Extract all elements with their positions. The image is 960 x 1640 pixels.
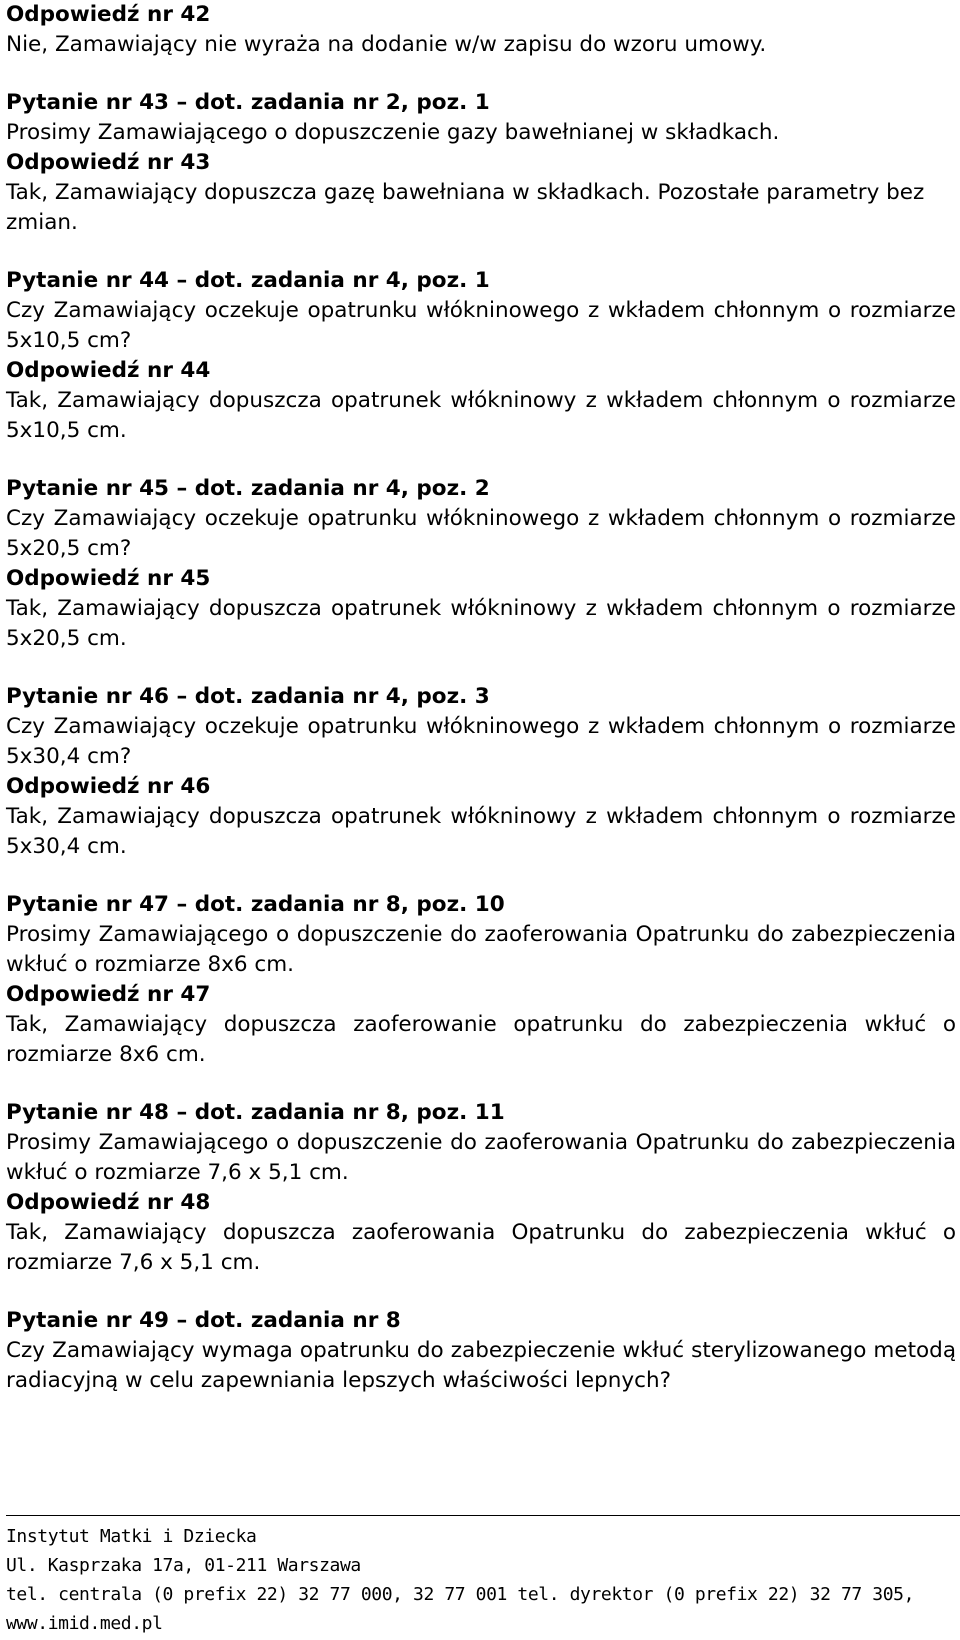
answer-heading: Odpowiedź nr 46 xyxy=(6,774,211,799)
answer-text: Tak, Zamawiający dopuszcza opatrunek włókninowy z wkładem chłonnym o rozmiarze 5x20,5 cm. xyxy=(6,596,956,651)
answer-text: Tak, Zamawiający dopuszcza opatrunek włókninowy z wkładem chłonnym o rozmiarze 5x30,4 cm. xyxy=(6,804,956,859)
answer-text: Tak, Zamawiający dopuszcza zaoferowania Opatrunku do zabezpieczenia wkłuć o rozmiarze 7,6 x 5,1 cm. xyxy=(6,1220,956,1275)
spacer xyxy=(6,1278,956,1306)
footer-institution: Instytut Matki i Dziecka xyxy=(6,1526,257,1547)
spacer xyxy=(6,654,956,682)
question-heading: Pytanie nr 44 – dot. zadania nr 4, poz. 1 xyxy=(6,268,490,293)
question-heading: Pytanie nr 49 – dot. zadania nr 8 xyxy=(6,1308,401,1333)
question-text: Prosimy Zamawiającego o dopuszczenie gazy bawełnianej w składkach. xyxy=(6,120,780,145)
question-heading: Pytanie nr 45 – dot. zadania nr 4, poz. 2 xyxy=(6,476,490,501)
answer-text: Nie, Zamawiający nie wyraża na dodanie w/w zapisu do wzoru umowy. xyxy=(6,32,767,57)
spacer xyxy=(6,446,956,474)
answer-text: Tak, Zamawiający dopuszcza zaoferowanie opatrunku do zabezpieczenia wkłuć o rozmiarze 8x6 cm. xyxy=(6,1012,956,1067)
spacer xyxy=(6,862,956,890)
page-footer xyxy=(6,1515,960,1638)
footer-address: Ul. Kasprzaka 17a, 01-211 Warszawa xyxy=(6,1555,361,1576)
question-text: Prosimy Zamawiającego o dopuszczenie do zaoferowania Opatrunku do zabezpieczenia wkłuć o rozmiarze 7,6 x 5,1 cm. xyxy=(6,1130,956,1185)
answer-heading: Odpowiedź nr 44 xyxy=(6,358,211,383)
question-heading: Pytanie nr 48 – dot. zadania nr 8, poz. 11 xyxy=(6,1100,505,1125)
answer-heading: Odpowiedź nr 43 xyxy=(6,150,211,175)
question-text: Czy Zamawiający oczekuje opatrunku włókninowego z wkładem chłonnym o rozmiarze 5x20,5 cm? xyxy=(6,506,956,561)
spacer xyxy=(6,60,956,88)
answer-heading: Odpowiedź nr 47 xyxy=(6,982,211,1007)
footer-phones: tel. centrala (0 prefix 22) 32 77 000, 32 77 001 tel. dyrektor (0 prefix 22) 32 77 305, xyxy=(6,1584,915,1605)
question-text: Prosimy Zamawiającego o dopuszczenie do zaoferowania Opatrunku do zabezpieczenia wkłuć o rozmiarze 8x6 cm. xyxy=(6,922,956,977)
answer-heading: Odpowiedź nr 42 xyxy=(6,2,211,27)
question-heading: Pytanie nr 43 – dot. zadania nr 2, poz. 1 xyxy=(6,90,490,115)
question-heading: Pytanie nr 47 – dot. zadania nr 8, poz. 10 xyxy=(6,892,505,917)
question-text: Czy Zamawiający oczekuje opatrunku włókninowego z wkładem chłonnym o rozmiarze 5x10,5 cm? xyxy=(6,298,956,353)
question-heading: Pytanie nr 46 – dot. zadania nr 4, poz. 3 xyxy=(6,684,490,709)
question-text: Czy Zamawiający oczekuje opatrunku włókninowego z wkładem chłonnym o rozmiarze 5x30,4 cm? xyxy=(6,714,956,769)
answer-text: Tak, Zamawiający dopuszcza gazę bawełniana w składkach. Pozostałe parametry bez zmian. xyxy=(6,180,925,235)
answer-heading: Odpowiedź nr 48 xyxy=(6,1190,211,1215)
question-text: Czy Zamawiający wymaga opatrunku do zabezpieczenie wkłuć sterylizowanego metodą radiacyjną w celu zapewniania lepszych właściwości lepnych? xyxy=(6,1338,956,1393)
answer-text: Tak, Zamawiający dopuszcza opatrunek włókninowy z wkładem chłonnym o rozmiarze 5x10,5 cm. xyxy=(6,388,956,443)
document-body xyxy=(6,0,956,1396)
answer-heading: Odpowiedź nr 45 xyxy=(6,566,211,591)
footer-website: www.imid.med.pl xyxy=(6,1613,163,1634)
spacer xyxy=(6,1070,956,1098)
spacer xyxy=(6,238,956,266)
